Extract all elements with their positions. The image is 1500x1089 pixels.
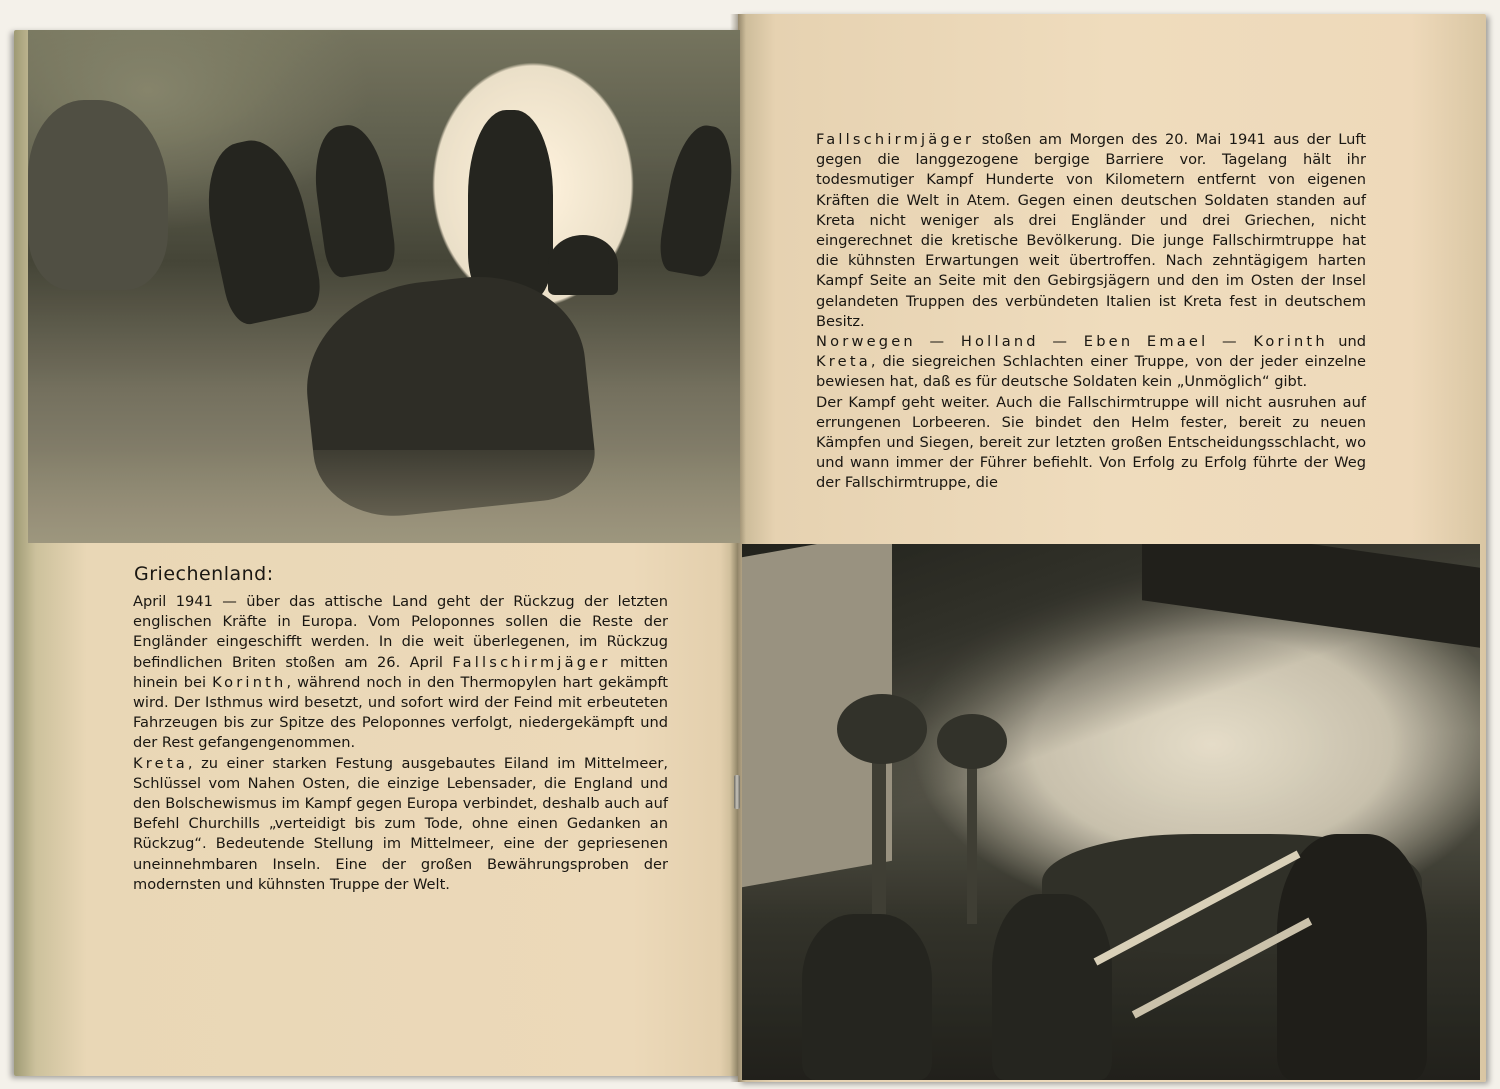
photo-paratroopers-advancing <box>28 30 740 543</box>
text-run: April 1941 — über das attische Land geht der Rückzug der letzten englischen Kräfte in Europa. Vom Peloponnes sollen die Reste der Engländer eingeschifft werden. In die weit überlegenen, im Rückzug befindlichen Briten stoßen am 26. April <box>133 593 668 671</box>
text-run: mitten hinein bei <box>133 653 668 691</box>
spaced-term: Fallschirmjäger <box>452 653 611 671</box>
left-body-text <box>133 592 668 895</box>
paragraph-crete <box>133 754 668 895</box>
spaced-term: Norwegen — Holland — Eben Emael — Korinth <box>816 333 1328 351</box>
text-run: , die siegreichen Schlachten einer Truppe, von der jeder einzelne bewiesen hat, daß es für deutsche Soldaten kein „Unmöglich“ gibt. <box>816 353 1366 391</box>
spaced-term: Fallschirmjäger <box>816 131 975 148</box>
text-run: , während noch in den Thermopylen hart gekämpft wird. Der Isthmus wird besetzt, und sofort wird der Feind mit erbeuteten Fahrzeugen bis zur Spitze des Peloponnes verfolgt, niedergekämpft und der Rest gefangengenommen. <box>133 673 668 752</box>
section-heading: Griechenland: <box>134 563 274 585</box>
spaced-term: Kreta <box>816 353 871 371</box>
text-run: und <box>1327 333 1366 351</box>
paragraph-fight-goes-on <box>816 393 1366 494</box>
staple-bottom <box>734 775 740 809</box>
paragraph-crete-landing <box>816 130 1366 332</box>
text-run: stoßen am Morgen des 20. Mai 1941 aus der Luft gegen die langgezogene bergige Barriere vor. Tagelang hält ihr todesmutiger Kampf Hunderte von Kilometern entfernt von eigenen Kräften die Welt in Atem. Gegen einen deutschen Soldaten standen auf Kreta nicht weniger als drei Engländer und drei Griechen, nicht eingerechnet die kretische Bevölkerung. Die junge Fallschirmtruppe hat die kühnsten Erwartungen weit übertroffen. Nach zehntägigem harten Kampf Seite an Seite mit den Gebirgsjägern und den im Osten der Insel gelandeten Truppen des verbündeten Italien ist Kreta fest in deutschem Besitz. <box>816 131 1366 330</box>
paragraph-greece <box>133 592 668 754</box>
paragraph-battles <box>816 332 1366 393</box>
spaced-term: Korinth <box>212 673 287 691</box>
photo-soldiers-in-ruins <box>742 544 1480 1080</box>
right-body-text <box>816 130 1366 494</box>
text-run: Der Kampf geht weiter. Auch die Fallschirmtruppe will nicht ausruhen auf errungenen Lorbeeren. Sie bindet den Helm fester, bereit zu neuen Kämpfen und Siegen, bereit zur letzten großen Entscheidungsschlacht, wo und wann immer der Führer befiehlt. Von Erfolg zu Erfolg führte der Weg der Fallschirmtruppe, die <box>816 393 1366 492</box>
spaced-term: Kreta <box>133 754 188 772</box>
text-run: , zu einer starken Festung ausgebautes Eiland im Mittelmeer, Schlüssel vom Nahen Osten, die einzige Lebensader, die England und den Bolschewismus im Kampf gegen Europa verbindet, deshalb auch auf Befehl Churchills „verteidigt bis zum Tode, ohne einen Gedanken an Rückzug“. Bedeutende Stellung im Mittelmeer, eine der gepriesenen uneinnehmbaren Inseln. Eine der großen Bewährungsproben der modernsten und kühnsten Truppe der Welt. <box>133 754 668 893</box>
